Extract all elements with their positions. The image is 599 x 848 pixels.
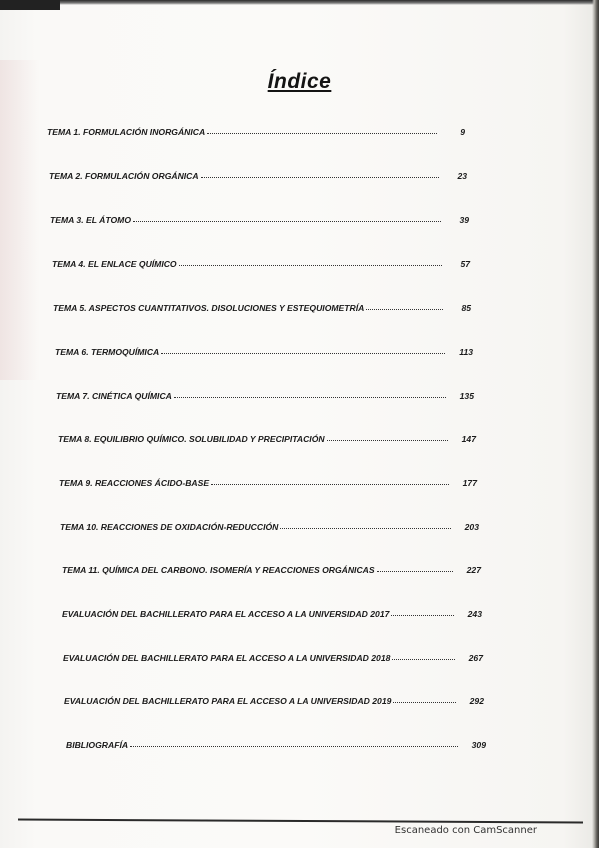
toc-entry-page: 135: [459, 391, 474, 401]
toc-leader-dots: [392, 656, 455, 660]
toc-entry-label: EVALUACIÓN DEL BACHILLERATO PARA EL ACCESO A LA UNIVERSIDAD 2018: [63, 653, 391, 663]
toc-entry: [62, 603, 482, 619]
toc-leader-dots: [174, 394, 446, 398]
toc-entry: [53, 297, 471, 313]
toc-entry: [66, 734, 486, 750]
toc-entry: [60, 516, 479, 532]
toc-leader-dots: [130, 743, 458, 747]
toc-entry: [56, 385, 474, 401]
toc-entry: [47, 121, 465, 137]
toc-entry-page: 292: [469, 696, 484, 706]
toc-entry: [58, 428, 476, 444]
toc-entry-page: 147: [461, 434, 476, 444]
toc-entry-label: TEMA 8. EQUILIBRIO QUÍMICO. SOLUBILIDAD Y PRECIPITACIÓN: [58, 434, 325, 444]
page-bottom-edge: [18, 819, 583, 824]
toc-leader-dots: [207, 130, 437, 134]
toc-entry-label: TEMA 2. FORMULACIÓN ORGÁNICA: [49, 171, 199, 181]
toc-entry-label: TEMA 3. EL ÁTOMO: [50, 215, 132, 225]
toc-entry-page: 309: [471, 740, 486, 750]
scan-top-blot: [0, 0, 60, 10]
toc-entry: [52, 253, 470, 269]
toc-entry-label: EVALUACIÓN DEL BACHILLERATO PARA EL ACCESO A LA UNIVERSIDAD 2019: [64, 696, 392, 706]
toc-leader-dots: [393, 699, 456, 703]
toc-entry-page: 203: [464, 522, 479, 532]
toc-leader-dots: [327, 437, 448, 441]
toc-leader-dots: [211, 481, 449, 485]
toc-entry-page: 267: [468, 653, 483, 663]
toc-leader-dots: [280, 525, 451, 529]
toc-entry-label: TEMA 9. REACCIONES ÁCIDO-BASE: [59, 478, 210, 488]
toc-entry: [55, 341, 473, 357]
toc-entry-label: TEMA 1. FORMULACIÓN INORGÁNICA: [47, 127, 206, 137]
toc-entry-label: TEMA 4. EL ENLACE QUÍMICO: [52, 259, 177, 269]
toc-leader-dots: [391, 612, 454, 616]
scanner-watermark: Escaneado con CamScanner: [394, 825, 537, 836]
index-title: Índice: [267, 70, 332, 93]
toc-leader-dots: [161, 350, 445, 354]
toc-entry-label: EVALUACIÓN DEL BACHILLERATO PARA EL ACCESO A LA UNIVERSIDAD 2017: [62, 609, 390, 619]
toc-entry-label: TEMA 11. QUÍMICA DEL CARBONO. ISOMERÍA Y REACCIONES ORGÁNICAS: [62, 565, 375, 575]
toc-entry-label: TEMA 6. TERMOQUÍMICA: [55, 347, 160, 357]
scan-left-tint: [0, 60, 40, 380]
toc-leader-dots: [201, 174, 439, 178]
toc-entry: [59, 472, 477, 488]
toc-entry-page: 113: [459, 347, 473, 357]
toc-entry-label: BIBLIOGRAFÍA: [66, 740, 129, 750]
toc-entry-label: TEMA 7. CINÉTICA QUÍMICA: [56, 391, 172, 401]
toc-leader-dots: [366, 306, 443, 310]
scan-top-shadow: [0, 0, 599, 5]
toc-entry-label: TEMA 5. ASPECTOS CUANTITATIVOS. DISOLUCIONES Y ESTEQUIOMETRÍA: [53, 303, 365, 313]
toc-entry: [50, 209, 469, 225]
toc-leader-dots: [133, 218, 441, 222]
toc-entry-label: TEMA 10. REACCIONES DE OXIDACIÓN-REDUCCIÓN: [60, 522, 279, 532]
toc-entry: [49, 165, 467, 181]
toc-entry-page: 85: [461, 303, 471, 313]
toc-entry-page: 57: [460, 259, 470, 269]
toc-entry: [62, 559, 481, 575]
toc-entry-page: 227: [466, 565, 481, 575]
toc-entry-page: 23: [457, 171, 467, 181]
toc-leader-dots: [377, 568, 453, 572]
toc-entry-page: 243: [467, 609, 482, 619]
toc-entry: [63, 647, 483, 663]
toc-entry-page: 9: [460, 127, 465, 137]
toc-leader-dots: [179, 262, 442, 266]
toc-entry-page: 39: [459, 215, 469, 225]
toc-entry-page: 177: [462, 478, 477, 488]
scan-right-edge: [592, 0, 599, 848]
toc-entry: [64, 690, 484, 706]
